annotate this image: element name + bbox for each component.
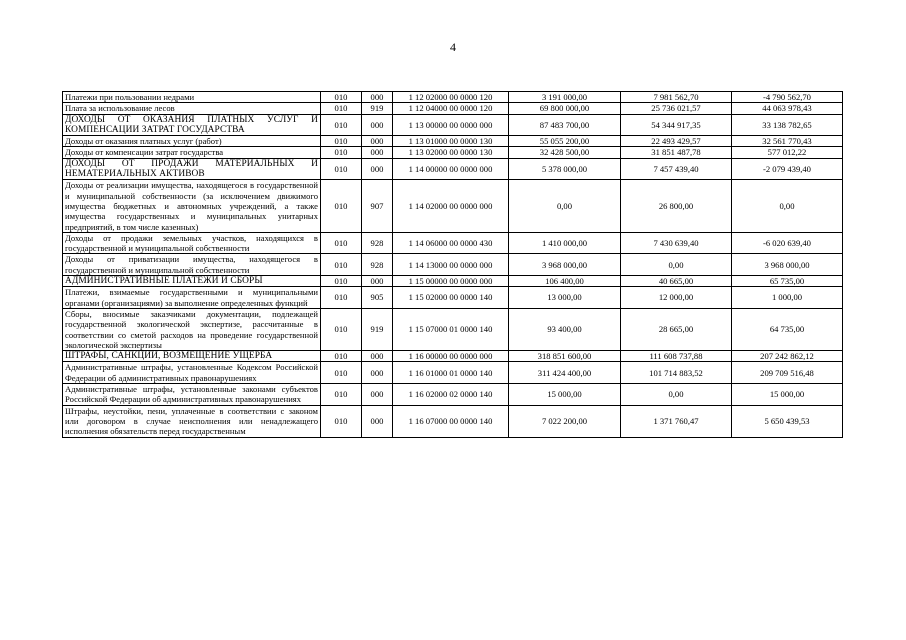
row-code1-cell: 010	[321, 158, 362, 180]
row-classification-code-cell: 1 12 04000 00 0000 120	[393, 103, 509, 114]
revenue-table	[62, 91, 843, 438]
row-executed-value-cell: 12 000,00	[621, 287, 732, 309]
table-row	[63, 287, 843, 309]
row-admin-code-cell: 905	[362, 287, 393, 309]
table-row	[63, 384, 843, 406]
table-row	[63, 405, 843, 437]
row-planned-value-cell: 5 378 000,00	[509, 158, 621, 180]
row-name-cell: Доходы от приватизации имущества, находящегося в государственной и муниципальной собственности	[63, 254, 321, 276]
table-row	[63, 92, 843, 103]
row-planned-value-cell: 55 055 200,00	[509, 136, 621, 147]
row-executed-value-cell: 0,00	[621, 384, 732, 406]
row-planned-value-cell: 3 968 000,00	[509, 254, 621, 276]
row-classification-code-cell: 1 16 07000 00 0000 140	[393, 405, 509, 437]
table-row	[63, 136, 843, 147]
row-admin-code-cell: 928	[362, 254, 393, 276]
table-body	[63, 92, 843, 438]
table-row	[63, 180, 843, 232]
row-name-cell: АДМИНИСТРАТИВНЫЕ ПЛАТЕЖИ И СБОРЫ	[63, 276, 321, 287]
row-code1-cell: 010	[321, 114, 362, 136]
row-executed-value-cell: 22 493 429,57	[621, 136, 732, 147]
row-planned-value-cell: 69 800 000,00	[509, 103, 621, 114]
row-code1-cell: 010	[321, 147, 362, 158]
row-admin-code-cell: 000	[362, 276, 393, 287]
row-classification-code-cell: 1 13 01000 00 0000 130	[393, 136, 509, 147]
row-name-cell: Доходы от оказания платных услуг (работ)	[63, 136, 321, 147]
table-row	[63, 276, 843, 287]
row-code1-cell: 010	[321, 405, 362, 437]
table-row	[63, 114, 843, 136]
row-executed-value-cell: 7 457 439,40	[621, 158, 732, 180]
row-admin-code-cell: 000	[362, 136, 393, 147]
row-executed-value-cell: 7 430 639,40	[621, 232, 732, 254]
row-name-cell: Доходы от реализации имущества, находящегося в государственной и муниципальной собственности (за исключением движимого имущества бюджетных и автономных учреждений, а также имущества государственных и муниципальных унитарных предприятий, в том числе казенных)	[63, 180, 321, 232]
row-admin-code-cell: 000	[362, 405, 393, 437]
row-planned-value-cell: 0,00	[509, 180, 621, 232]
row-name-cell: Сборы, вносимые заказчиками документации, подлежащей государственной экологической экспертизе, рассчитанные в соответствии со сметой расходов на проведение государственной экологической экспертизы	[63, 308, 321, 350]
row-admin-code-cell: 919	[362, 308, 393, 350]
row-name-cell: Платежи, взимаемые государственными и муниципальными органами (организациями) за выполнение определенных функций	[63, 287, 321, 309]
row-executed-value-cell: 25 736 021,57	[621, 103, 732, 114]
row-planned-value-cell: 1 410 000,00	[509, 232, 621, 254]
row-planned-value-cell: 7 022 200,00	[509, 405, 621, 437]
row-classification-code-cell: 1 16 01000 01 0000 140	[393, 362, 509, 384]
row-remaining-value-cell: 33 138 782,65	[732, 114, 843, 136]
row-code1-cell: 010	[321, 384, 362, 406]
row-planned-value-cell: 87 483 700,00	[509, 114, 621, 136]
row-code1-cell: 010	[321, 103, 362, 114]
row-code1-cell: 010	[321, 254, 362, 276]
row-classification-code-cell: 1 16 02000 02 0000 140	[393, 384, 509, 406]
row-name-cell: ДОХОДЫ ОТ ПРОДАЖИ МАТЕРИАЛЬНЫХ И НЕМАТЕРИАЛЬНЫХ АКТИВОВ	[63, 158, 321, 180]
row-executed-value-cell: 0,00	[621, 254, 732, 276]
row-classification-code-cell: 1 15 00000 00 0000 000	[393, 276, 509, 287]
row-remaining-value-cell: 207 242 862,12	[732, 351, 843, 362]
row-remaining-value-cell: 577 012,22	[732, 147, 843, 158]
row-planned-value-cell: 15 000,00	[509, 384, 621, 406]
row-name-cell: Доходы от компенсации затрат государства	[63, 147, 321, 158]
row-executed-value-cell: 26 800,00	[621, 180, 732, 232]
row-classification-code-cell: 1 15 07000 01 0000 140	[393, 308, 509, 350]
row-name-cell: Штрафы, неустойки, пени, уплаченные в соответствии с законом или договором в случае неисполнения или ненадлежащего исполнения обязательств перед государственным	[63, 405, 321, 437]
row-remaining-value-cell: 15 000,00	[732, 384, 843, 406]
row-code1-cell: 010	[321, 276, 362, 287]
row-executed-value-cell: 31 851 487,78	[621, 147, 732, 158]
row-name-cell: Плата за использование лесов	[63, 103, 321, 114]
row-code1-cell: 010	[321, 351, 362, 362]
row-remaining-value-cell: 5 650 439,53	[732, 405, 843, 437]
row-classification-code-cell: 1 13 00000 00 0000 000	[393, 114, 509, 136]
row-planned-value-cell: 93 400,00	[509, 308, 621, 350]
row-code1-cell: 010	[321, 308, 362, 350]
row-name-cell: ШТРАФЫ, САНКЦИИ, ВОЗМЕЩЕНИЕ УЩЕРБА	[63, 351, 321, 362]
row-planned-value-cell: 32 428 500,00	[509, 147, 621, 158]
row-classification-code-cell: 1 15 02000 00 0000 140	[393, 287, 509, 309]
row-planned-value-cell: 318 851 600,00	[509, 351, 621, 362]
table-row	[63, 103, 843, 114]
row-remaining-value-cell: 3 968 000,00	[732, 254, 843, 276]
row-remaining-value-cell: -6 020 639,40	[732, 232, 843, 254]
row-admin-code-cell: 000	[362, 362, 393, 384]
row-planned-value-cell: 13 000,00	[509, 287, 621, 309]
row-planned-value-cell: 106 400,00	[509, 276, 621, 287]
row-planned-value-cell: 311 424 400,00	[509, 362, 621, 384]
row-classification-code-cell: 1 12 02000 00 0000 120	[393, 92, 509, 103]
row-planned-value-cell: 3 191 000,00	[509, 92, 621, 103]
row-admin-code-cell: 919	[362, 103, 393, 114]
row-name-cell: Платежи при пользовании недрами	[63, 92, 321, 103]
row-admin-code-cell: 000	[362, 147, 393, 158]
row-admin-code-cell: 000	[362, 158, 393, 180]
row-remaining-value-cell: 64 735,00	[732, 308, 843, 350]
row-executed-value-cell: 40 665,00	[621, 276, 732, 287]
row-executed-value-cell: 101 714 883,52	[621, 362, 732, 384]
page-number: 4	[450, 40, 456, 54]
row-remaining-value-cell: 32 561 770,43	[732, 136, 843, 147]
table-row	[63, 147, 843, 158]
table-row	[63, 254, 843, 276]
row-admin-code-cell: 000	[362, 114, 393, 136]
row-remaining-value-cell: -4 790 562,70	[732, 92, 843, 103]
row-admin-code-cell: 000	[362, 351, 393, 362]
row-executed-value-cell: 7 981 562,70	[621, 92, 732, 103]
row-executed-value-cell: 111 608 737,88	[621, 351, 732, 362]
row-remaining-value-cell: 0,00	[732, 180, 843, 232]
row-admin-code-cell: 000	[362, 384, 393, 406]
row-remaining-value-cell: -2 079 439,40	[732, 158, 843, 180]
row-code1-cell: 010	[321, 136, 362, 147]
row-admin-code-cell: 907	[362, 180, 393, 232]
row-classification-code-cell: 1 13 02000 00 0000 130	[393, 147, 509, 158]
row-admin-code-cell: 000	[362, 92, 393, 103]
table-row	[63, 308, 843, 350]
row-code1-cell: 010	[321, 180, 362, 232]
row-remaining-value-cell: 44 063 978,43	[732, 103, 843, 114]
table-row	[63, 362, 843, 384]
table-row	[63, 351, 843, 362]
row-name-cell: Доходы от продажи земельных участков, находящихся в государственной и муниципальной собственности	[63, 232, 321, 254]
row-classification-code-cell: 1 14 13000 00 0000 000	[393, 254, 509, 276]
row-remaining-value-cell: 65 735,00	[732, 276, 843, 287]
row-name-cell: Административные штрафы, установленные законами субъектов Российской Федерации об административных правонарушениях	[63, 384, 321, 406]
table-row	[63, 158, 843, 180]
row-classification-code-cell: 1 14 00000 00 0000 000	[393, 158, 509, 180]
row-remaining-value-cell: 1 000,00	[732, 287, 843, 309]
row-remaining-value-cell: 209 709 516,48	[732, 362, 843, 384]
row-name-cell: Административные штрафы, установленные Кодексом Российской Федерации об административных правонарушениях	[63, 362, 321, 384]
row-classification-code-cell: 1 16 00000 00 0000 000	[393, 351, 509, 362]
row-admin-code-cell: 928	[362, 232, 393, 254]
row-classification-code-cell: 1 14 06000 00 0000 430	[393, 232, 509, 254]
row-executed-value-cell: 54 344 917,35	[621, 114, 732, 136]
row-code1-cell: 010	[321, 362, 362, 384]
row-code1-cell: 010	[321, 232, 362, 254]
row-code1-cell: 010	[321, 92, 362, 103]
row-executed-value-cell: 1 371 760,47	[621, 405, 732, 437]
row-executed-value-cell: 28 665,00	[621, 308, 732, 350]
table-row	[63, 232, 843, 254]
row-name-cell: ДОХОДЫ ОТ ОКАЗАНИЯ ПЛАТНЫХ УСЛУГ И КОМПЕНСАЦИИ ЗАТРАТ ГОСУДАРСТВА	[63, 114, 321, 136]
row-code1-cell: 010	[321, 287, 362, 309]
row-classification-code-cell: 1 14 02000 00 0000 000	[393, 180, 509, 232]
